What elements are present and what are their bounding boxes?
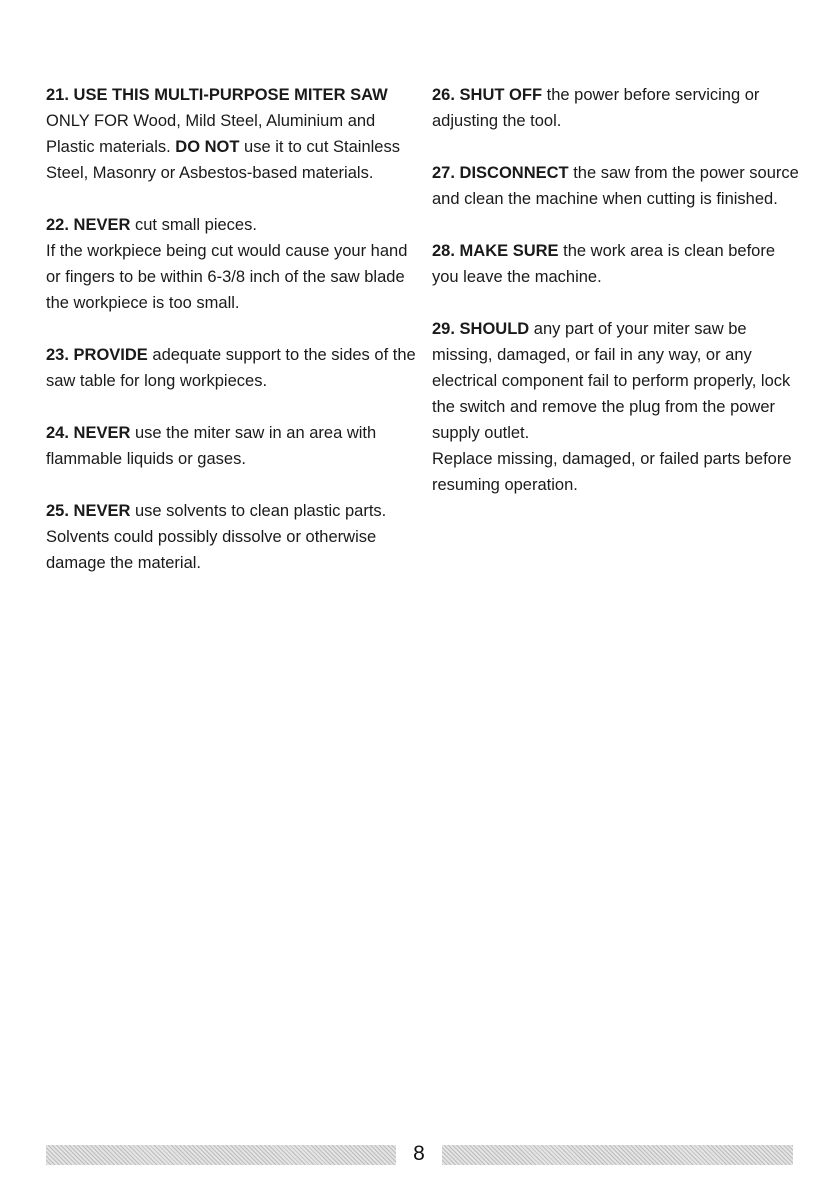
rule-29-paragraph	[432, 316, 802, 446]
rule-28-heading: MAKE SURE	[459, 242, 559, 260]
rule-28-paragraph	[432, 238, 802, 290]
safety-rule-23	[46, 342, 416, 394]
rule-22-heading: NEVER	[73, 216, 131, 234]
rule-22-detail: If the workpiece being cut would cause your hand or fingers to be within 6-3/8 inch of the saw blade the workpiece is too small.	[46, 242, 408, 312]
rule-21-do-not: DO NOT	[175, 138, 240, 156]
rule-29-heading: SHOULD	[459, 320, 530, 338]
rule-23-text: adequate support to the sides of the saw table for long workpieces.	[46, 346, 416, 390]
rule-21-number: 21.	[46, 86, 69, 104]
rule-23-number: 23.	[46, 346, 69, 364]
rule-29-detail: Replace missing, damaged, or failed parts before resuming operation.	[432, 450, 792, 494]
footer-pattern-bar-right	[442, 1145, 793, 1165]
rule-21-paragraph	[46, 82, 416, 186]
rule-27-number: 27.	[432, 164, 455, 182]
left-column	[46, 82, 416, 602]
rule-28-text: the work area is clean before you leave the machine.	[432, 242, 775, 286]
safety-rule-24	[46, 420, 416, 472]
rule-24-text: use the miter saw in an area with flammable liquids or gases.	[46, 424, 377, 468]
rule-26-paragraph	[432, 82, 802, 134]
rule-24-heading: NEVER	[73, 424, 131, 442]
rule-25-text: use solvents to clean plastic parts. Solvents could possibly dissolve or otherwise damage the material.	[46, 502, 387, 572]
rule-26-heading: SHUT OFF	[459, 86, 543, 104]
safety-rule-25	[46, 498, 416, 576]
rule-27-paragraph	[432, 160, 802, 212]
rule-26-number: 26.	[432, 86, 455, 104]
safety-rule-26	[432, 82, 802, 134]
rule-27-heading: DISCONNECT	[459, 164, 569, 182]
rule-21-text-2: use it to cut Stainless Steel, Masonry or Asbestos-based materials.	[46, 138, 400, 182]
safety-rule-22	[46, 212, 416, 316]
footer-pattern-bar-left	[46, 1145, 396, 1165]
rule-26-text: the power before servicing or adjusting the tool.	[432, 86, 760, 130]
rule-25-number: 25.	[46, 502, 69, 520]
safety-rule-27	[432, 160, 802, 212]
rule-22-paragraph	[46, 212, 416, 238]
rule-25-paragraph	[46, 498, 416, 576]
rule-21-heading: USE THIS MULTI-PURPOSE MITER SAW	[73, 86, 388, 104]
rule-28-number: 28.	[432, 242, 455, 260]
safety-rule-29	[432, 316, 802, 498]
rule-29-text: any part of your miter saw be missing, damaged, or fail in any way, or any electrical component fail to perform properly, lock the switch and remove the plug from the power supply outlet.	[432, 320, 791, 442]
rule-22-text: cut small pieces.	[130, 216, 257, 234]
safety-rule-21	[46, 82, 416, 186]
page-footer	[46, 1139, 793, 1167]
rule-27-text: the saw from the power source and clean the machine when cutting is finished.	[432, 164, 799, 208]
rule-25-heading: NEVER	[73, 502, 131, 520]
rule-23-heading: PROVIDE	[73, 346, 148, 364]
page-number: 8	[413, 1142, 425, 1165]
right-column	[432, 82, 802, 524]
rule-24-paragraph	[46, 420, 416, 472]
rule-29-number: 29.	[432, 320, 455, 338]
rule-23-paragraph	[46, 342, 416, 394]
safety-rule-28	[432, 238, 802, 290]
rule-21-text: ONLY FOR Wood, Mild Steel, Aluminium and Plastic materials.	[46, 112, 376, 156]
rule-22-number: 22.	[46, 216, 69, 234]
rule-24-number: 24.	[46, 424, 69, 442]
